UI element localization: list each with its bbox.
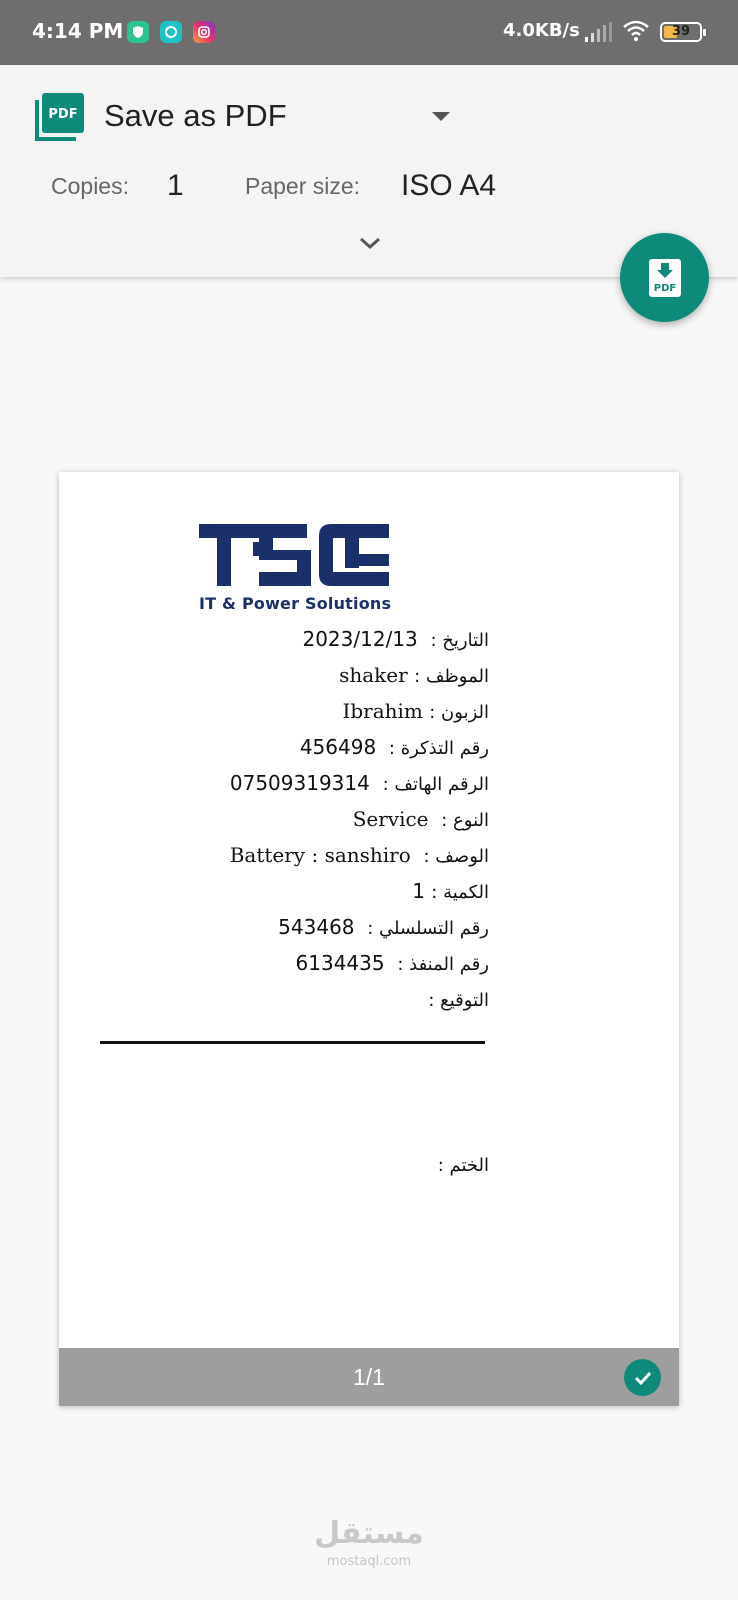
pdf-file-icon [35,92,85,142]
paper-size-label: Paper size: [245,173,361,199]
page-number: 1/1 [353,1364,385,1390]
field-date [302,627,489,651]
field-value: 456498 [299,735,377,759]
field-quantity [412,879,489,903]
field-value: Ibrahim [342,699,423,723]
download-pdf-icon [648,258,682,298]
cleaner-app-icon [160,21,182,43]
pdf-icon-text: PDF [48,107,78,122]
field-type [353,807,489,831]
expand-options-icon[interactable] [355,233,385,253]
field-value: 6134435 [295,951,385,975]
signal-icon [585,22,613,46]
printer-select[interactable]: Save as PDF [104,98,287,133]
wifi-icon [622,20,650,46]
field-description [230,843,489,867]
logo-subtitle: IT & Power Solutions [199,594,392,613]
field-value: 543468 [278,915,355,939]
chevron-down-icon[interactable] [432,112,450,121]
print-options-panel [0,65,738,277]
copies-label: Copies: [51,173,129,199]
field-label: رقم المنفذ : [397,954,489,975]
battery-tip [703,29,706,36]
field-label: الكمية : [431,882,489,903]
stamp-label: الختم : [437,1155,489,1176]
shield-app-icon [127,21,149,43]
field-label: الوصف : [423,846,489,867]
status-bar [0,0,738,65]
signature-line [100,1041,485,1044]
field-value: 1 [412,879,425,903]
paper-size-value[interactable]: ISO A4 [401,169,497,202]
battery-icon [660,22,702,42]
field-label: النوع : [441,810,489,831]
network-speed: 4.0KB/s [503,20,580,41]
field-label: رقم التسلسلي : [367,918,489,939]
watermark-arabic: مستقل [314,1516,424,1551]
field-port-number [296,951,489,975]
field-ticket-number [300,735,489,759]
field-serial-number [278,915,489,939]
field-value: Battery : sanshiro [229,843,411,867]
field-label: رقم التذكرة : [388,738,489,759]
battery-level: 39 [671,24,691,39]
page-footer [59,1348,679,1406]
instagram-icon [193,21,215,43]
field-value: 07509319314 [229,771,370,795]
field-label: الزبون : [429,702,489,723]
field-stamp [438,1152,489,1176]
page-preview[interactable] [59,472,679,1406]
watermark-latin: mostaql.com [326,1554,412,1569]
page-selected-check-icon[interactable] [624,1359,661,1396]
fab-pdf-text: PDF [653,282,676,294]
field-label: الرقم الهاتف : [382,774,489,795]
field-value: Service [352,807,429,831]
save-pdf-button[interactable] [620,233,709,322]
field-phone [230,771,489,795]
field-customer [342,699,489,723]
status-time: 4:14 PM [32,19,124,43]
field-label: التاريخ : [430,630,489,651]
field-value: shaker [339,663,408,687]
copies-value[interactable]: 1 [167,169,184,202]
field-value: 2023/12/13 [302,627,418,651]
field-label: التوقيع : [428,990,489,1011]
field-employee [339,663,489,687]
field-label: الموظف : [414,666,489,687]
field-signature [428,987,489,1011]
